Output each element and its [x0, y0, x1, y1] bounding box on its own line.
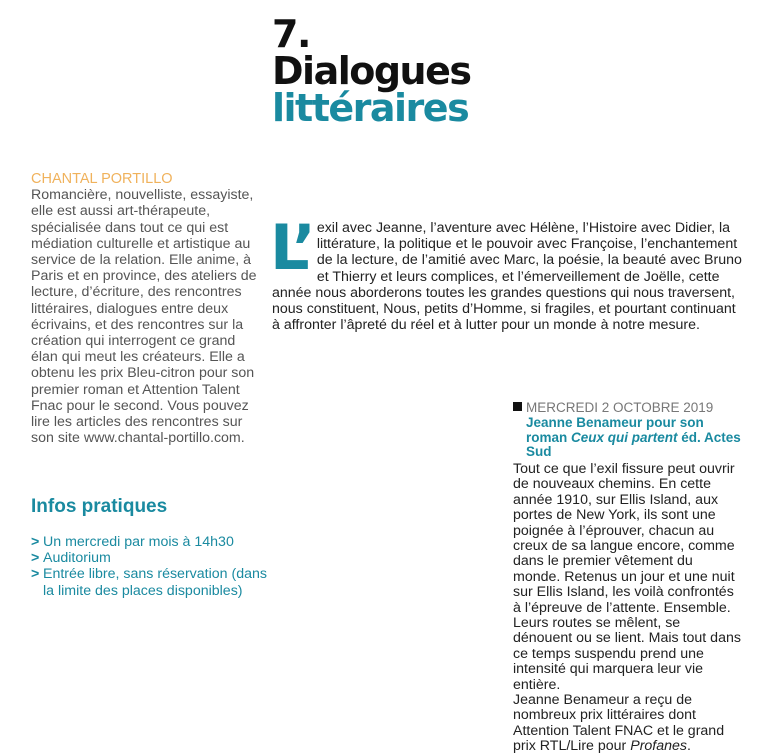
event-date-text: MERCREDI 2 OCTOBRE 2019 [526, 400, 714, 415]
page-title [272, 12, 471, 130]
event-award [513, 693, 743, 755]
practical-info [31, 496, 271, 599]
event-publisher: éd. Actes Sud [526, 429, 741, 460]
arrow-icon: > [31, 534, 40, 550]
title-line-1: Dialogues [272, 49, 471, 93]
title-line-2: littéraires [272, 86, 469, 130]
award-book-title: Profanes [630, 738, 688, 755]
list-item [31, 566, 271, 598]
event-date [513, 400, 743, 415]
intro-text: exil avec Jeanne, l’aventure avec Hélène, l’Histoire avec Didier, la littérature, la politique et le pouvoir avec Françoise, l’enchantement de la lecture, de l’amitié avec Marc, la poésie, la beauté avec Bruno et Thierry et leurs complices, et l’émerveillement de Joëlle, cette année nous aborderons toutes les grandes questions qui nous traversent, nous constituent, Nous, petits d’Homme, si fragiles, et pourtant continuant à affronter l’âpreté du réel et à lutter pour un monde à notre mesure. [272, 220, 742, 334]
section-number: 7. [272, 12, 310, 56]
list-item-text: Un mercredi par mois à 14h30 [43, 534, 234, 550]
event-description: Tout ce que l’exil fissure peut ouvrir de nouveaux chemins. En cette année 1910, sur Ellis Island, aux portes de New York, ils sont une poignée à l’éprouver, chacun au creux de sa langue encore, comme dans le premier vêtement du monde. Retenus un jour et une nuit sur Ellis Island, les voilà confrontés à l’épreuve de l’attente. Ensemble. Leurs routes se mêlent, se dénouent ou se lient. Mais tout dans ce temps suspendu prend une intensité qui marquera leur vie entière. [513, 460, 741, 693]
arrow-icon: > [31, 566, 40, 583]
list-item [31, 550, 271, 566]
list-item [31, 534, 271, 550]
arrow-icon: > [31, 550, 40, 567]
intro-paragraph [270, 211, 742, 334]
practical-info-title: Infos pratiques [31, 496, 168, 517]
list-item-text: Auditorium [43, 550, 111, 567]
drop-cap: L’ [270, 211, 313, 284]
award-end: . [687, 738, 691, 755]
event-title [513, 416, 743, 460]
list-item-text: Entrée libre, sans réservation (dans la limite des places disponibles) [43, 566, 267, 599]
author-name: CHANTAL PORTILLO [31, 171, 173, 187]
event-title-text: Jeanne Benameur pour son roman [526, 415, 704, 445]
author-block [31, 171, 257, 446]
event-block [513, 400, 743, 755]
event-book-title: Ceux qui partent [571, 429, 678, 445]
event-award-text: Jeanne Benameur a reçu de nombreux prix littéraires dont Attention Talent FNAC et le grand prix RTL/Lire pour [513, 692, 725, 755]
square-bullet-icon [513, 402, 522, 411]
practical-info-list [31, 534, 271, 599]
author-bio: Romancière, nouvelliste, essayiste, elle est aussi art-thérapeute, spécialisée dans tout ce qui est médiation culturelle et artistique au service de la relation. Elle anime, à Paris et en province, des ateliers de lecture, d’écriture, des rencontres littéraires, dialogues entre deux écrivains, et des rencontres sur la création qui interrogent ce grand élan qui meut les créateurs. Elle a obtenu les prix Bleu-citron pour son premier roman et Attention Talent Fnac pour le second. Vous pouvez lire les articles des rencontres sur son site www.chantal-portillo.com. [31, 187, 257, 447]
